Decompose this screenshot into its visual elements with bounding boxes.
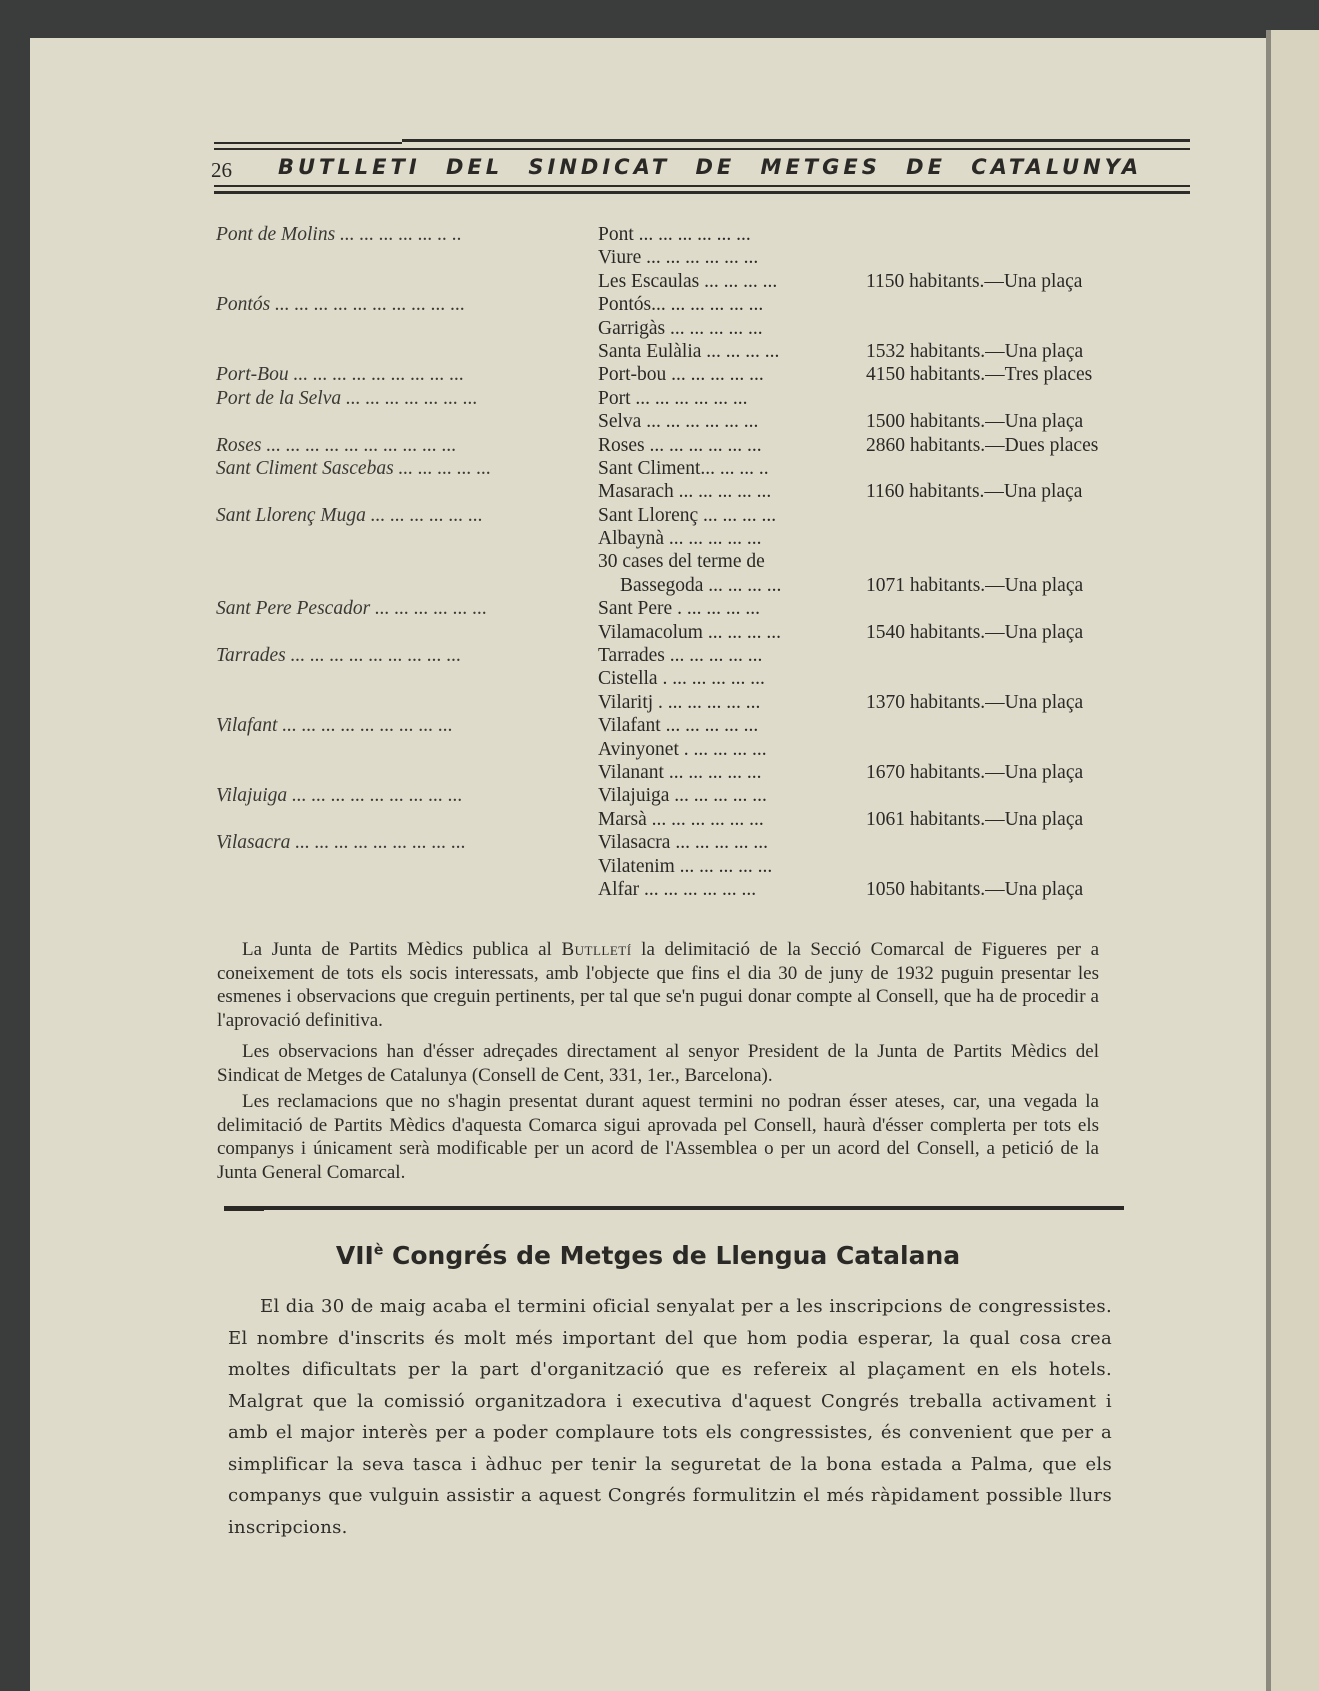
partit-name: Pontós ... ... ... ... ... ... ... ... ... ... [216,294,466,316]
poble-name: Vilasacra ... ... ... ... ... [598,832,768,854]
header-rule-top-thick [402,139,1190,142]
page-number: 26 [211,158,232,182]
page-fold-shadow [1266,30,1271,1691]
table-row [30,481,1266,504]
table-row [30,224,1266,247]
habitants-info: 1160 habitants.—Una plaça [866,481,1083,503]
habitants-info: 1532 habitants.—Una plaça [866,340,1084,362]
partit-name: Vilafant ... ... ... ... ... ... ... ... ... [216,715,453,737]
partit-name: Port de la Selva ... ... ... ... ... ... ... [216,387,478,409]
poble-name: Roses ... ... ... ... ... ... [598,434,762,456]
poble-name: Avinyonet . ... ... ... ... [598,738,767,760]
notice-text: la delimitació de la Secció Comarcal de Figueres per a coneixement de tots els socis interessats, amb l'objecte que fins el dia 30 de juny de 1932 puguin presentar les esmenes i observacions que creguin pertinents, per tal que se'n pugui donar compte al Consell, que ha de procedir a l'aprovació definitiva. [217,939,1100,1031]
poble-name: Bassegoda ... ... ... ... [620,574,782,596]
section-divider-left [224,1208,264,1211]
table-row [30,762,1266,785]
journal-title: BUTLLETI DEL SINDICAT DE METGES DE CATALUNYA [278,155,1143,179]
notice-paragraph-3: Les reclamacions que no s'hagin presentat durant aquest termini no podran ésser ateses, car, una vegada la delimitació de Partits Mèdics d'aquesta Comarca sigui aprovada pel Consell, haurà d'ésser complerta per tots els companys i únicament serà modificable per un acord de l'Assemblea o per un acord del Consell, a petició de la Junta General Comarcal. [217,1091,1099,1183]
partit-name: Vilasacra ... ... ... ... ... ... ... ... ... [216,832,466,854]
heading-part: Congrés de Metges de Llengua Catalana [383,1241,961,1270]
heading-part: VII [335,1241,374,1270]
table-row [30,551,1266,574]
habitants-info: 1050 habitants.—Una plaça [866,878,1084,900]
table-row [30,435,1266,458]
poble-name: Sant Llorenç ... ... ... ... [598,504,777,526]
table-row [30,832,1266,855]
habitants-info: 1150 habitants.—Una plaça [866,270,1083,292]
table-row [30,856,1266,879]
poble-name: Alfar ... ... ... ... ... ... [598,878,757,900]
table-row [30,271,1266,294]
table-row [30,388,1266,411]
habitants-info: 4150 habitants.—Tres places [866,364,1093,386]
poble-name: Viure ... ... ... ... ... ... [598,247,759,269]
habitants-info: 1500 habitants.—Una plaça [866,411,1084,433]
table-row [30,598,1266,621]
table-row [30,505,1266,528]
habitants-info: 2860 habitants.—Dues places [866,434,1099,456]
table-row [30,692,1266,715]
table-row [30,458,1266,481]
partit-name: Sant Llorenç Muga ... ... ... ... ... ... [216,504,483,526]
partit-name: Sant Climent Sascebas ... ... ... ... ... [216,457,492,479]
notice-paragraph-1 [217,938,1099,1032]
poble-name: Masarach ... ... ... ... ... [598,481,772,503]
partits-table [30,224,1266,902]
poble-name: Vilatenim ... ... ... ... ... [598,855,773,877]
habitants-info: 1540 habitants.—Una plaça [866,621,1084,643]
table-row [30,668,1266,691]
adjacent-page-edge [1270,30,1319,1691]
poble-name: Santa Eulàlia ... ... ... ... [598,340,780,362]
poble-name: Les Escaulas ... ... ... ... [598,270,778,292]
header-rule-bottom-thin [214,185,1190,187]
table-row [30,715,1266,738]
partit-name: Roses ... ... ... ... ... ... ... ... ... ... [216,434,457,456]
poble-name: Vilafant ... ... ... ... ... [598,715,759,737]
notice-paragraph-2: Les observacions han d'ésser adreçades directament al senyor President de la Junta de Partits Mèdics del Sindicat de Metges de Catalunya (Consell de Cent, 331, 1er., Barcelona). [217,1041,1099,1086]
table-row [30,364,1266,387]
table-row [30,739,1266,762]
header-rule-top-left [214,142,402,144]
table-row [30,411,1266,434]
partit-name: Tarrades ... ... ... ... ... ... ... ... ... [216,645,462,667]
poble-name: 30 cases del terme de [598,551,765,573]
poble-name: Garrigàs ... ... ... ... ... [598,317,763,339]
header-rule-bottom-thick [214,191,1190,194]
poble-name: Vilanant ... ... ... ... ... [598,761,762,783]
table-row [30,809,1266,832]
table-row [30,785,1266,808]
header-rule-top-thin [214,148,1190,150]
table-row [30,622,1266,645]
poble-name: Port ... ... ... ... ... ... [598,387,748,409]
section-divider [224,1206,1124,1210]
bulletin-name: Butlletí [561,939,632,960]
poble-name: Marsà ... ... ... ... ... ... [598,808,764,830]
table-row [30,528,1266,551]
habitants-info: 1061 habitants.—Una plaça [866,808,1084,830]
table-row [30,318,1266,341]
poble-name: Cistella . ... ... ... ... ... [598,668,765,690]
poble-name: Sant Pere . ... ... ... ... [598,598,760,620]
poble-name: Vilaritj . ... ... ... ... ... [598,691,761,713]
habitants-info: 1370 habitants.—Una plaça [866,691,1084,713]
poble-name: Port-bou ... ... ... ... ... [598,364,764,386]
document-page [30,38,1266,1691]
partit-name: Sant Pere Pescador ... ... ... ... ... ... [216,598,488,620]
poble-name: Tarrades ... ... ... ... ... [598,645,763,667]
table-row [30,879,1266,902]
partit-name: Pont de Molins ... ... ... ... ... .. .. [216,224,462,245]
habitants-info: 1670 habitants.—Una plaça [866,761,1084,783]
congress-paragraph: El dia 30 de maig acaba el termini oficial senyalat per a les inscripcions de congressistes. El nombre d'inscrits és molt més important del que hom podia esperar, la qual cosa crea moltes dificultats per la part d'organització que es refereix al plaçament en els hotels. Malgrat que la comissió organitzadora i executiva d'aquest Congrés treballa activament i amb el major interès per a poder complaure tots els congressistes, és convenient que per a simplificar la seva tasca i àdhuc per tenir la seguretat de la bona estada a Palma, que els companys que vulguin assistir a aquest Congrés formulitzin el més ràpidament possible llurs inscripcions. [228,1296,1112,1538]
poble-name: Albaynà ... ... ... ... ... [598,528,762,550]
poble-name: Vilamacolum ... ... ... ... [598,621,781,643]
poble-name: Selva ... ... ... ... ... ... [598,411,759,433]
table-row [30,294,1266,317]
congress-heading [30,1241,1266,1270]
poble-name: Pont ... ... ... ... ... ... [598,224,751,245]
poble-name: Sant Climent... ... ... .. [598,457,769,479]
heading-superscript: è [373,1242,384,1259]
partit-name: Port-Bou ... ... ... ... ... ... ... ... ... [216,364,465,386]
table-row [30,341,1266,364]
table-row [30,575,1266,598]
table-row [30,247,1266,270]
partit-name: Vilajuiga ... ... ... ... ... ... ... ... ... [216,785,463,807]
habitants-info: 1071 habitants.—Una plaça [866,574,1084,596]
poble-name: Vilajuiga ... ... ... ... ... [598,785,767,807]
poble-name: Pontós... ... ... ... ... ... [598,294,764,316]
notice-text: La Junta de Partits Mèdics publica al [242,939,562,960]
table-row [30,645,1266,668]
